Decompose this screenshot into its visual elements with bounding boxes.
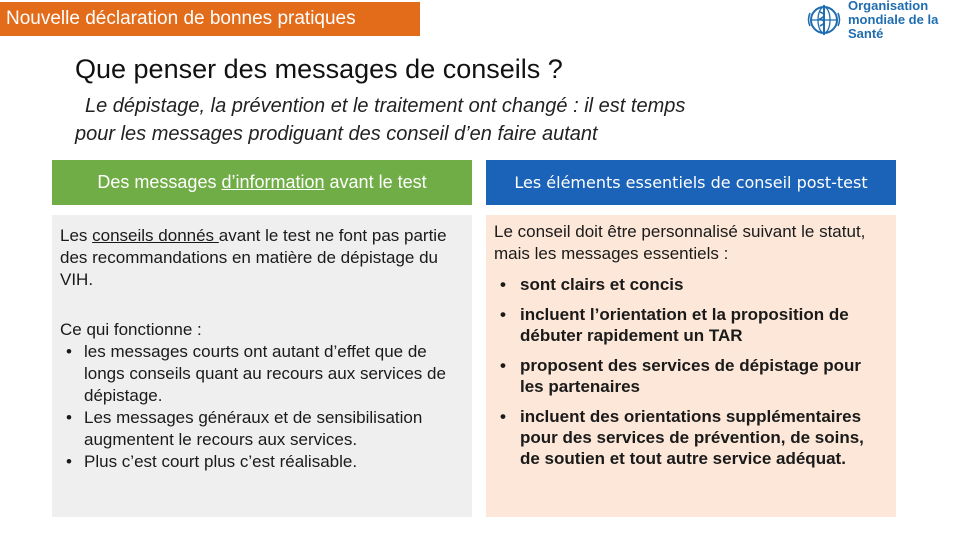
pre-test-panel [52, 215, 472, 517]
post-test-intro: Le conseil doit être personnalisé suivant le statut, mais les messages essentiels : [494, 222, 866, 263]
pre-test-p1-pre: Les [60, 226, 93, 245]
who-logo [806, 0, 956, 41]
list-item: • incluent l’orientation et la proposition de débuter rapidement un TAR [494, 304, 888, 346]
pre-test-p1-underlined: conseils donnés [92, 226, 219, 245]
post-test-panel [486, 215, 896, 517]
who-emblem-icon [806, 2, 842, 38]
what-works-title: Ce qui fonctionne : [60, 320, 202, 339]
subtitle-line-2: pour les messages prodiguant des conseil d’en faire autant [75, 123, 598, 145]
section-tag: Nouvelle déclaration de bonnes pratiques [0, 2, 420, 36]
list-item: • les messages courts ont autant d’effet que de longs conseils quant au recours aux services de dépistage. [60, 341, 464, 407]
pre-test-header-text [97, 172, 426, 193]
subtitle-line-1: Le dépistage, la prévention et le traitement ont changé : il est temps [85, 95, 686, 117]
list-item: • sont clairs et concis [494, 274, 888, 295]
what-works-list [60, 341, 464, 473]
list-item: • incluent des orientations supplémentaires pour des services de prévention, de soins, de soutien et tout autre service adéquat. [494, 406, 888, 469]
post-test-header: Les éléments essentiels de conseil post-test [486, 160, 896, 205]
list-item: • Plus c’est court plus c’est réalisable. [60, 451, 464, 473]
page-title: Que penser des messages de conseils ? [75, 54, 563, 84]
pre-test-header-underlined: d’information [221, 172, 325, 192]
page-subtitle [75, 92, 895, 148]
list-item: • proposent des services de dépistage pour les partenaires [494, 355, 888, 397]
pre-test-paragraph [60, 225, 464, 291]
pre-test-header-pre: Des messages [97, 172, 222, 192]
logo-line-1: Organisation [848, 0, 929, 13]
logo-line-2: mondiale de la Santé [848, 12, 939, 41]
pre-test-header [52, 160, 472, 205]
pre-test-header-post: avant le test [324, 172, 427, 192]
pre-test-p1-post: avant le test ne font pas partie des recommandations en matière de dépistage du VIH. [60, 226, 447, 289]
post-test-list [494, 274, 888, 469]
list-item: • Les messages généraux et de sensibilisation augmentent le recours aux services. [60, 407, 464, 451]
